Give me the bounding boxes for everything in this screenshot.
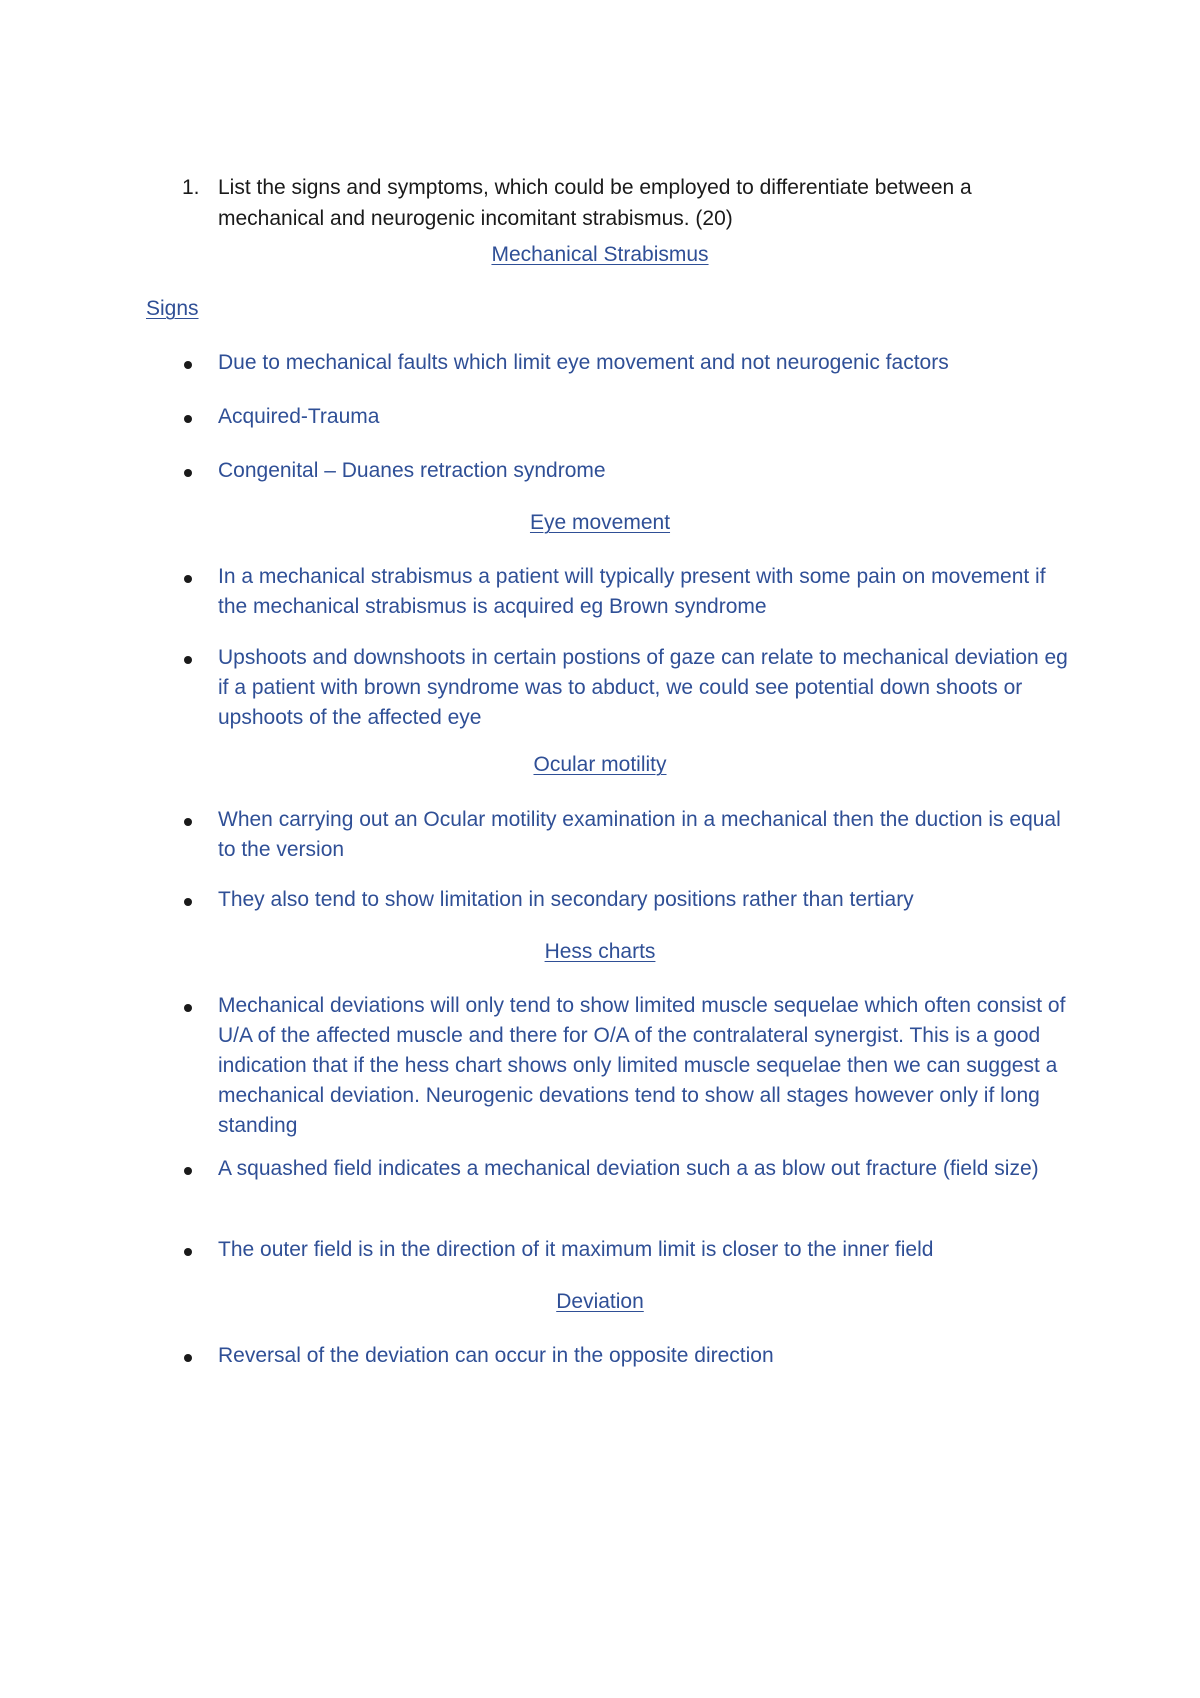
bullet-icon (184, 656, 192, 664)
deviation-heading: Deviation (556, 1290, 644, 1313)
list-item-text: Due to mechanical faults which limit eye movement and not neurogenic factors (218, 351, 949, 374)
list-item-text: Congenital – Duanes retraction syndrome (218, 459, 606, 482)
signs-heading: Signs (146, 297, 199, 320)
question-text: List the signs and symptoms, which could be employed to differentiate between a mechanical and neurogenic incomitant strabismus. (20) (218, 176, 972, 230)
bullet-icon (184, 898, 192, 906)
bullet-icon (184, 361, 192, 369)
list-item-text: They also tend to show limitation in secondary positions rather than tertiary (218, 888, 914, 911)
list-item-text: The outer field is in the direction of it maximum limit is closer to the inner field (218, 1238, 934, 1261)
ocular-motility-heading: Ocular motility (533, 753, 667, 776)
bullet-icon (184, 1248, 192, 1256)
hess-charts-heading: Hess charts (544, 940, 656, 963)
question-number: 1. (182, 176, 200, 199)
list-item-text: A squashed field indicates a mechanical deviation such a as blow out fracture (field size) (218, 1157, 1039, 1180)
bullet-icon (184, 818, 192, 826)
list-item-text: When carrying out an Ocular motility examination in a mechanical then the duction is equal to the version (218, 808, 1061, 861)
bullet-icon (184, 1167, 192, 1175)
list-item-text: In a mechanical strabismus a patient will typically present with some pain on movement if the mechanical strabismus is acquired eg Brown syndrome (218, 565, 1046, 618)
eye-movement-heading: Eye movement (529, 511, 671, 534)
bullet-icon (184, 415, 192, 423)
bullet-icon (184, 1004, 192, 1012)
list-item-text: Upshoots and downshoots in certain postions of gaze can relate to mechanical deviation eg if a patient with brown syndrome was to abduct, we could see potential down shoots or upshoots of the affected eye (218, 646, 1068, 729)
list-item-text: Reversal of the deviation can occur in the opposite direction (218, 1344, 774, 1367)
bullet-icon (184, 575, 192, 583)
list-item-text: Acquired-Trauma (218, 405, 380, 428)
bullet-icon (184, 469, 192, 477)
bullet-icon (184, 1354, 192, 1362)
page-title: Mechanical Strabismus (491, 243, 709, 266)
list-item-text: Mechanical deviations will only tend to show limited muscle sequelae which often consist of U/A of the affected muscle and there for O/A of the contralateral synergist. This is a good indication that if the hess chart shows only limited muscle sequelae then we can suggest a mechanical deviation. Neurogenic devations tend to show all stages however only if long standing (218, 994, 1066, 1137)
